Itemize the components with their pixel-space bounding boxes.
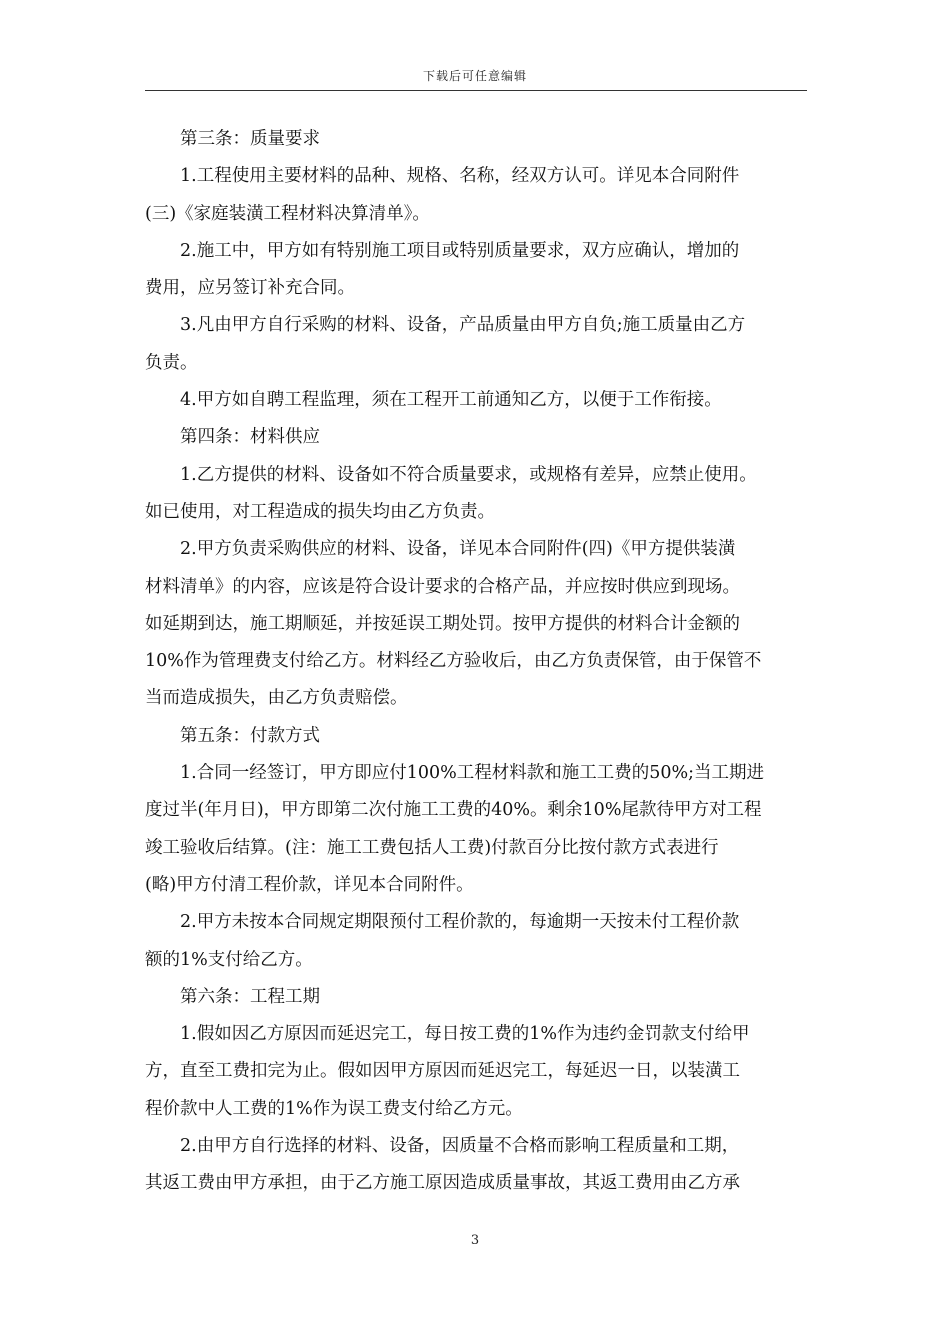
text-line: 负责。 bbox=[145, 352, 198, 373]
header-divider bbox=[145, 90, 807, 91]
text-line: 材料清单》的内容，应该是符合设计要求的合格产品，并应按时供应到现场。 bbox=[145, 576, 740, 597]
text-line: 1.乙方提供的材料、设备如不符合质量要求，或规格有差异，应禁止使用。 bbox=[180, 464, 757, 485]
text-line: (三)《家庭装潢工程材料决算清单》。 bbox=[145, 203, 430, 224]
text-line: 10%作为管理费支付给乙方。材料经乙方验收后，由乙方负责保管，由于保管不 bbox=[145, 651, 762, 672]
text-line: 第五条：付款方式 bbox=[180, 725, 320, 746]
text-line: 当而造成损失，由乙方负责赔偿。 bbox=[145, 688, 408, 709]
text-line: 1.工程使用主要材料的品种、规格、名称，经双方认可。详见本合同附件 bbox=[180, 166, 740, 187]
text-line: 如延期到达，施工期顺延，并按延误工期处罚。按甲方提供的材料合计金额的 bbox=[145, 613, 740, 634]
page-header: 下载后可任意编辑 bbox=[422, 69, 527, 83]
text-line: 程价款中人工费的1%作为误工费支付给乙方元。 bbox=[145, 1098, 523, 1119]
text-line: 竣工验收后结算。(注：施工工费包括人工费)付款百分比按付款方式表进行 bbox=[145, 837, 719, 858]
text-line: (略)甲方付清工程价款，详见本合同附件。 bbox=[145, 874, 474, 895]
text-line: 2.施工中，甲方如有特别施工项目或特别质量要求，双方应确认，增加的 bbox=[180, 240, 740, 261]
page-number: 3 bbox=[470, 1233, 480, 1248]
text-line: 其返工费由甲方承担，由于乙方施工原因造成质量事故，其返工费用由乙方承 bbox=[145, 1173, 740, 1194]
text-line: 第六条：工程工期 bbox=[180, 986, 320, 1007]
text-line: 第三条：质量要求 bbox=[180, 129, 320, 149]
text-line: 额的1%支付给乙方。 bbox=[145, 949, 313, 970]
text-line: 1.合同一经签订，甲方即应付100%工程材料款和施工工费的50%;当工期进 bbox=[180, 763, 765, 784]
text-line: 如已使用，对工程造成的损失均由乙方负责。 bbox=[145, 501, 495, 522]
document-body bbox=[145, 121, 820, 1203]
text-line: 方，直至工费扣完为止。假如因甲方原因而延迟完工，每延迟一日，以装潢工 bbox=[145, 1061, 740, 1082]
text-line: 度过半(年月日)，甲方即第二次付施工工费的40%。剩余10%尾款待甲方对工程 bbox=[145, 800, 762, 821]
text-line: 2.甲方未按本合同规定期限预付工程价款的，每逾期一天按未付工程价款 bbox=[180, 912, 740, 933]
text-line: 费用，应另签订补充合同。 bbox=[145, 278, 355, 299]
text-line: 1.假如因乙方原因而延迟完工，每日按工费的1%作为违约金罚款支付给甲 bbox=[180, 1024, 750, 1045]
text-line: 2.甲方负责采购供应的材料、设备，详见本合同附件(四)《甲方提供装潢 bbox=[180, 539, 736, 560]
text-line: 2.由甲方自行选择的材料、设备，因质量不合格而影响工程质量和工期， bbox=[180, 1136, 740, 1157]
text-line: 3.凡由甲方自行采购的材料、设备，产品质量由甲方自负;施工质量由乙方 bbox=[180, 315, 746, 336]
text-line: 4.甲方如自聘工程监理，须在工程开工前通知乙方，以便于工作衔接。 bbox=[180, 390, 722, 411]
text-line: 第四条：材料供应 bbox=[180, 427, 320, 448]
